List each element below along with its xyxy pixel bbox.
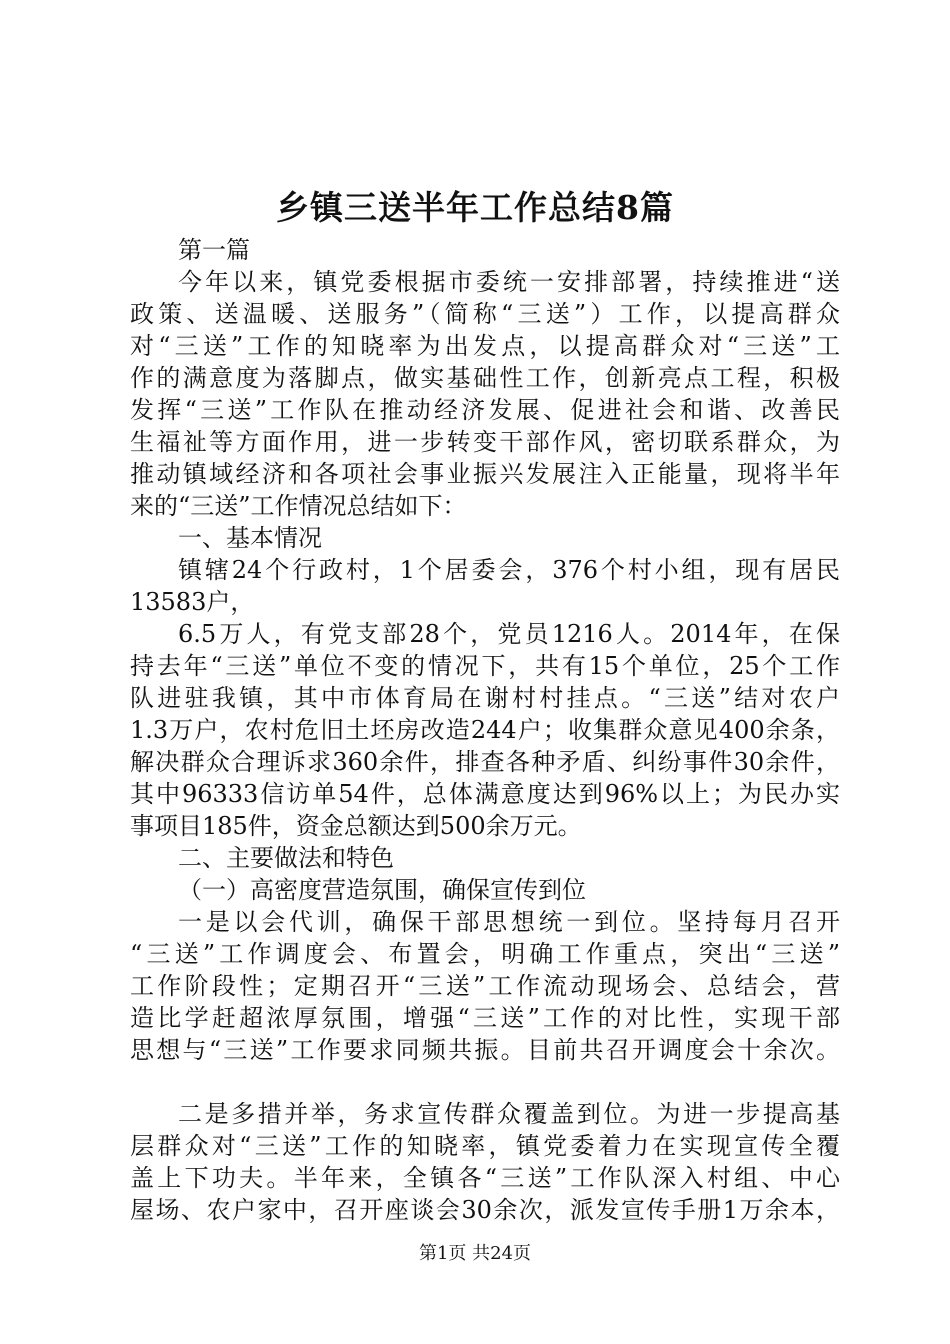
paragraph-line: 对“三送”工作的知晓率为出发点，以提高群众对“三送”工 xyxy=(130,332,840,360)
paragraph-line: 解决群众合理诉求360余件，排查各种矛盾、纠纷事件30余件， xyxy=(130,748,840,776)
paragraph-line: 政策、送温暖、送服务”（简称“三送”）工作，以提高群众 xyxy=(130,300,840,328)
paragraph-line: 推动镇域经济和各项社会事业振兴发展注入正能量，现将半年 xyxy=(130,460,840,488)
paragraph-line: 镇辖24个行政村，1个居委会，376个村小组，现有居民 xyxy=(178,556,840,584)
paragraph-line: 层群众对“三送”工作的知晓率，镇党委着力在实现宣传全覆 xyxy=(130,1132,840,1160)
paragraph-line: 其中96333信访单54件，总体满意度达到96%以上；为民办实 xyxy=(130,780,840,808)
paragraph-line: 来的“三送”工作情况总结如下： xyxy=(130,492,467,520)
paragraph-line: 6.5万人，有党支部28个，党员1216人。2014年，在保 xyxy=(178,620,840,648)
paragraph-line: 二是多措并举，务求宣传群众覆盖到位。为进一步提高基 xyxy=(178,1100,840,1128)
paragraph-line: 盖上下功夫。半年来，全镇各“三送”工作队深入村组、中心 xyxy=(130,1164,840,1192)
section-heading-basic: 一、基本情况 xyxy=(178,524,322,552)
paragraph-line: 一是以会代训，确保干部思想统一到位。坚持每月召开 xyxy=(178,908,840,936)
paragraph-line: 屋场、农户家中，召开座谈会30余次，派发宣传手册1万余本， xyxy=(130,1196,840,1224)
paragraph-line: “三送”工作调度会、布置会，明确工作重点，突出“三送” xyxy=(130,940,840,968)
paragraph-line: 队进驻我镇，其中市体育局在谢村村挂点。“三送”结对农户 xyxy=(130,684,840,712)
page-footer: 第1页 共24页 xyxy=(418,1243,532,1264)
document-body xyxy=(130,234,840,1226)
section-heading-first: 第一篇 xyxy=(178,236,250,264)
paragraph-line: 生福祉等方面作用，进一步转变干部作风，密切联系群众，为 xyxy=(130,428,840,456)
paragraph-line: 1.3万户，农村危旧土坯房改造244户；收集群众意见400余条， xyxy=(130,716,840,744)
paragraph-line: 事项目185件，资金总额达到500余万元。 xyxy=(130,812,582,840)
paragraph-line: 今年以来，镇党委根据市委统一安排部署，持续推进“送 xyxy=(178,268,840,296)
paragraph-line: 13583户， xyxy=(130,588,255,616)
paragraph-line: 作的满意度为落脚点，做实基础性工作，创新亮点工程，积极 xyxy=(130,364,840,392)
document-title: 乡镇三送半年工作总结8篇 xyxy=(276,188,674,227)
paragraph-line: 工作阶段性；定期召开“三送”工作流动现场会、总结会，营 xyxy=(130,972,840,1000)
paragraph-line: 造比学赶超浓厚氛围，增强“三送”工作的对比性，实现干部 xyxy=(130,1004,840,1032)
paragraph-line: 持去年“三送”单位不变的情况下，共有15个单位，25个工作 xyxy=(130,652,840,680)
paragraph-spacer xyxy=(130,1066,840,1098)
section-heading-methods: 二、主要做法和特色 xyxy=(178,844,394,872)
paragraph-line: 发挥“三送”工作队在推动经济发展、促进社会和谐、改善民 xyxy=(130,396,840,424)
paragraph-line: 思想与“三送”工作要求同频共振。目前共召开调度会十余次。 xyxy=(130,1036,840,1064)
subsection-heading: （一）高密度营造氛围，确保宣传到位 xyxy=(178,876,586,904)
